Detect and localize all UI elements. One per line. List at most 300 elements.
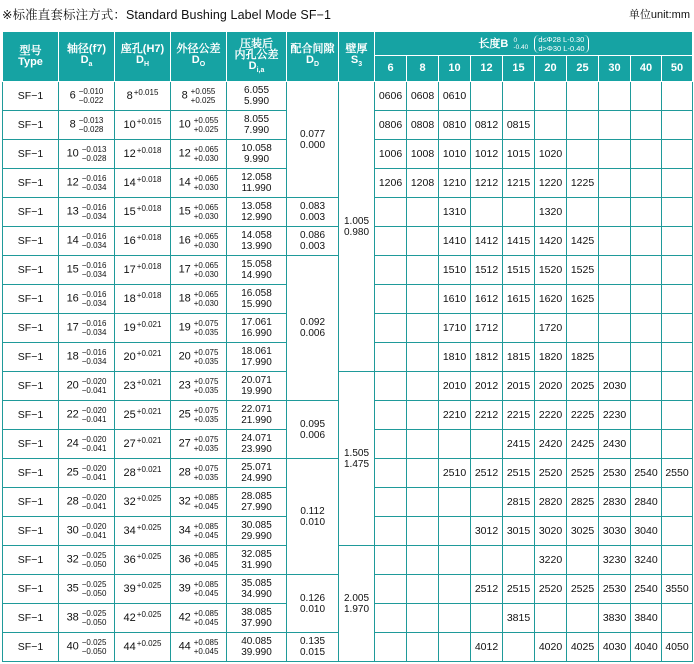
- length-code-cell: [407, 633, 439, 662]
- length-code-cell: 2225: [567, 401, 599, 430]
- clearance-cell: 0.092 0.006: [287, 256, 339, 401]
- length-code-cell: 2840: [631, 488, 662, 517]
- length-code-cell: [503, 198, 535, 227]
- length-code-cell: 2230: [599, 401, 631, 430]
- length-code-cell: [535, 111, 567, 140]
- length-code-cell: [375, 285, 407, 314]
- length-code-cell: 1225: [567, 169, 599, 198]
- length-code-cell: [439, 633, 471, 662]
- length-code-cell: 4012: [471, 633, 503, 662]
- type-cell: SF−1: [3, 430, 59, 459]
- type-cell: SF−1: [3, 343, 59, 372]
- length-code-cell: [631, 401, 662, 430]
- length-code-cell: [631, 314, 662, 343]
- length-code-cell: [375, 430, 407, 459]
- housing-cell: 12+0.018: [115, 140, 171, 169]
- length-code-cell: 2530: [599, 459, 631, 488]
- pressfit-cell: 13.058 12.990: [227, 198, 287, 227]
- length-code-cell: 1020: [535, 140, 567, 169]
- pressfit-cell: 24.071 23.990: [227, 430, 287, 459]
- length-code-cell: 2212: [471, 401, 503, 430]
- length-code-cell: [567, 82, 599, 111]
- length-code-cell: [599, 111, 631, 140]
- wall-cell: 1.005 0.980: [339, 82, 375, 372]
- length-code-cell: 1810: [439, 343, 471, 372]
- length-code-cell: [631, 256, 662, 285]
- length-code-cell: 1820: [535, 343, 567, 372]
- housing-cell: 17+0.018: [115, 256, 171, 285]
- length-code-cell: 2210: [439, 401, 471, 430]
- housing-cell: 44+0.025: [115, 633, 171, 662]
- length-code-cell: 2520: [535, 575, 567, 604]
- type-cell: SF−1: [3, 169, 59, 198]
- length-code-cell: 1008: [407, 140, 439, 169]
- length-code-cell: 1825: [567, 343, 599, 372]
- type-cell: SF−1: [3, 575, 59, 604]
- type-cell: SF−1: [3, 604, 59, 633]
- length-code-cell: [567, 198, 599, 227]
- length-code-cell: [407, 604, 439, 633]
- length-code-cell: [375, 314, 407, 343]
- length-code-cell: 2820: [535, 488, 567, 517]
- length-code-cell: 1006: [375, 140, 407, 169]
- length-code-cell: 0808: [407, 111, 439, 140]
- length-code-cell: [631, 111, 662, 140]
- length-code-cell: [567, 546, 599, 575]
- length-code-cell: [503, 82, 535, 111]
- length-code-cell: 0608: [407, 82, 439, 111]
- housing-cell: 15+0.018: [115, 198, 171, 227]
- length-code-cell: 1515: [503, 256, 535, 285]
- header-length-col: 6: [375, 56, 407, 82]
- length-code-cell: 3815: [503, 604, 535, 633]
- length-code-cell: 3012: [471, 517, 503, 546]
- housing-cell: 20+0.021: [115, 343, 171, 372]
- length-code-cell: 4030: [599, 633, 631, 662]
- length-code-cell: 3840: [631, 604, 662, 633]
- length-code-cell: 4020: [535, 633, 567, 662]
- length-code-cell: 2825: [567, 488, 599, 517]
- header-wall: 壁厚 $S_3$: [339, 32, 375, 82]
- shaft-cell: 18 −0.016 −0.034: [59, 343, 115, 372]
- length-code-cell: 0815: [503, 111, 535, 140]
- housing-cell: 28+0.021: [115, 459, 171, 488]
- length-code-cell: 2540: [631, 575, 662, 604]
- pressfit-cell: 25.071 24.990: [227, 459, 287, 488]
- length-code-cell: [407, 488, 439, 517]
- length-code-cell: [375, 459, 407, 488]
- length-code-cell: [375, 517, 407, 546]
- length-code-cell: 1610: [439, 285, 471, 314]
- length-code-cell: 1420: [535, 227, 567, 256]
- length-code-cell: 0610: [439, 82, 471, 111]
- housing-cell: 19+0.021: [115, 314, 171, 343]
- header-length-col: 15: [503, 56, 535, 82]
- length-code-cell: [599, 82, 631, 111]
- length-code-cell: 1415: [503, 227, 535, 256]
- clearance-cell: 0.077 0.000: [287, 82, 339, 198]
- od-cell: 39 +0.085 +0.045: [171, 575, 227, 604]
- length-code-cell: 3040: [631, 517, 662, 546]
- length-code-cell: [599, 140, 631, 169]
- length-code-cell: 1320: [535, 198, 567, 227]
- length-code-cell: [662, 546, 693, 575]
- housing-cell: 8+0.015: [115, 82, 171, 111]
- type-cell: SF−1: [3, 285, 59, 314]
- shaft-cell: 12 −0.016 −0.034: [59, 169, 115, 198]
- table-row: [3, 546, 693, 575]
- length-code-cell: [503, 633, 535, 662]
- pressfit-cell: 30.085 29.990: [227, 517, 287, 546]
- od-cell: 44 +0.085 +0.045: [171, 633, 227, 662]
- length-code-cell: [407, 285, 439, 314]
- shaft-cell: 8 −0.013 −0.028: [59, 111, 115, 140]
- length-code-cell: 2550: [662, 459, 693, 488]
- length-code-cell: [471, 82, 503, 111]
- length-code-cell: 1625: [567, 285, 599, 314]
- od-cell: 28 +0.075 +0.035: [171, 459, 227, 488]
- length-code-cell: 1410: [439, 227, 471, 256]
- od-cell: 14 +0.065 +0.030: [171, 169, 227, 198]
- length-code-cell: 2220: [535, 401, 567, 430]
- page-title: ※标准直套标注方式：Standard Bushing Label Mode SF−1: [2, 8, 332, 22]
- type-cell: SF−1: [3, 256, 59, 285]
- length-code-cell: 2215: [503, 401, 535, 430]
- clearance-cell: 0.135 0.015: [287, 633, 339, 662]
- length-code-cell: [375, 198, 407, 227]
- length-code-cell: 1212: [471, 169, 503, 198]
- type-cell: SF−1: [3, 82, 59, 111]
- type-cell: SF−1: [3, 227, 59, 256]
- length-code-cell: 4040: [631, 633, 662, 662]
- length-code-cell: 2515: [503, 459, 535, 488]
- length-code-cell: 1520: [535, 256, 567, 285]
- length-code-cell: 2030: [599, 372, 631, 401]
- type-cell: SF−1: [3, 140, 59, 169]
- od-cell: 32 +0.085 +0.045: [171, 488, 227, 517]
- housing-cell: 14+0.018: [115, 169, 171, 198]
- length-code-cell: [662, 111, 693, 140]
- length-code-cell: 2512: [471, 459, 503, 488]
- length-code-cell: 3230: [599, 546, 631, 575]
- length-code-cell: [407, 198, 439, 227]
- shaft-cell: 28 −0.020 −0.041: [59, 488, 115, 517]
- length-code-cell: [439, 546, 471, 575]
- pressfit-cell: 28.085 27.990: [227, 488, 287, 517]
- length-code-cell: 1710: [439, 314, 471, 343]
- length-code-cell: 1510: [439, 256, 471, 285]
- type-cell: SF−1: [3, 198, 59, 227]
- length-code-cell: [599, 285, 631, 314]
- length-code-cell: 2525: [567, 575, 599, 604]
- length-code-cell: 1720: [535, 314, 567, 343]
- length-code-cell: [407, 372, 439, 401]
- length-code-cell: 1425: [567, 227, 599, 256]
- pressfit-cell: 38.085 37.990: [227, 604, 287, 633]
- length-code-cell: [567, 140, 599, 169]
- length-code-cell: [407, 343, 439, 372]
- header-length-col: 25: [567, 56, 599, 82]
- pressfit-cell: 40.085 39.990: [227, 633, 287, 662]
- length-code-cell: [599, 169, 631, 198]
- type-cell: SF−1: [3, 488, 59, 517]
- length-code-cell: [375, 546, 407, 575]
- length-code-cell: 4025: [567, 633, 599, 662]
- length-code-cell: [631, 82, 662, 111]
- length-code-cell: 3220: [535, 546, 567, 575]
- shaft-cell: 17 −0.016 −0.034: [59, 314, 115, 343]
- length-code-cell: 3020: [535, 517, 567, 546]
- length-code-cell: [439, 604, 471, 633]
- length-code-cell: [662, 372, 693, 401]
- length-code-cell: 1206: [375, 169, 407, 198]
- od-cell: 23 +0.075 +0.035: [171, 372, 227, 401]
- clearance-cell: 0.126 0.010: [287, 575, 339, 633]
- pressfit-cell: 17.061 16.990: [227, 314, 287, 343]
- header-type: 型号 Type: [3, 32, 59, 82]
- length-code-cell: 4050: [662, 633, 693, 662]
- length-code-cell: [631, 198, 662, 227]
- length-code-cell: 2025: [567, 372, 599, 401]
- length-code-cell: 1525: [567, 256, 599, 285]
- housing-cell: 32+0.025: [115, 488, 171, 517]
- od-cell: 12 +0.065 +0.030: [171, 140, 227, 169]
- length-code-cell: 2425: [567, 430, 599, 459]
- table-row: [3, 372, 693, 401]
- type-cell: SF−1: [3, 314, 59, 343]
- pressfit-cell: 15.058 14.990: [227, 256, 287, 285]
- header-pressfit: 压装后 内孔公差 $D_{i,a}$: [227, 32, 287, 82]
- shaft-cell: 22 −0.020 −0.041: [59, 401, 115, 430]
- length-code-cell: [439, 575, 471, 604]
- length-code-cell: 1015: [503, 140, 535, 169]
- length-code-cell: [471, 430, 503, 459]
- length-code-cell: 1815: [503, 343, 535, 372]
- housing-cell: 25+0.021: [115, 401, 171, 430]
- length-code-cell: [407, 459, 439, 488]
- type-cell: SF−1: [3, 459, 59, 488]
- type-cell: SF−1: [3, 546, 59, 575]
- length-code-cell: 2540: [631, 459, 662, 488]
- length-code-cell: [662, 140, 693, 169]
- wall-cell: 1.505 1.475: [339, 372, 375, 546]
- length-code-cell: [662, 604, 693, 633]
- type-cell: SF−1: [3, 633, 59, 662]
- length-code-cell: [375, 401, 407, 430]
- header-housing: 座孔(H7) $D_H$: [115, 32, 171, 82]
- length-code-cell: 1620: [535, 285, 567, 314]
- housing-cell: 36+0.025: [115, 546, 171, 575]
- length-code-cell: [599, 198, 631, 227]
- length-code-cell: [631, 372, 662, 401]
- od-cell: 19 +0.075 +0.035: [171, 314, 227, 343]
- length-code-cell: [662, 169, 693, 198]
- od-cell: 16 +0.065 +0.030: [171, 227, 227, 256]
- type-cell: SF−1: [3, 517, 59, 546]
- od-cell: 20 +0.075 +0.035: [171, 343, 227, 372]
- length-code-cell: [375, 227, 407, 256]
- length-code-cell: [407, 430, 439, 459]
- shaft-cell: 30 −0.020 −0.041: [59, 517, 115, 546]
- length-code-cell: 2815: [503, 488, 535, 517]
- clearance-cell: 0.112 0.010: [287, 459, 339, 575]
- length-code-cell: [535, 604, 567, 633]
- od-cell: 27 +0.075 +0.035: [171, 430, 227, 459]
- length-code-cell: [599, 314, 631, 343]
- length-code-cell: [599, 256, 631, 285]
- length-code-cell: 1612: [471, 285, 503, 314]
- type-cell: SF−1: [3, 372, 59, 401]
- length-code-cell: 2012: [471, 372, 503, 401]
- od-cell: 36 +0.085 +0.045: [171, 546, 227, 575]
- shaft-cell: 16 −0.016 −0.034: [59, 285, 115, 314]
- housing-cell: 10+0.015: [115, 111, 171, 140]
- pressfit-cell: 8.055 7.990: [227, 111, 287, 140]
- length-code-cell: [599, 227, 631, 256]
- length-code-cell: [662, 488, 693, 517]
- shaft-cell: 20 −0.020 −0.041: [59, 372, 115, 401]
- length-code-cell: 2512: [471, 575, 503, 604]
- od-cell: 17 +0.065 +0.030: [171, 256, 227, 285]
- length-code-cell: [407, 256, 439, 285]
- header-length-col: 20: [535, 56, 567, 82]
- shaft-cell: 24 −0.020 −0.041: [59, 430, 115, 459]
- length-code-cell: [439, 488, 471, 517]
- housing-cell: 16+0.018: [115, 227, 171, 256]
- length-code-cell: [503, 314, 535, 343]
- length-code-cell: 3030: [599, 517, 631, 546]
- length-code-cell: [631, 430, 662, 459]
- pressfit-cell: 14.058 13.990: [227, 227, 287, 256]
- length-code-cell: [662, 517, 693, 546]
- header-clearance: 配合间隙 $D_D$: [287, 32, 339, 82]
- length-code-cell: [375, 575, 407, 604]
- length-code-cell: [662, 198, 693, 227]
- length-code-cell: [631, 227, 662, 256]
- length-code-cell: 2530: [599, 575, 631, 604]
- length-code-cell: [407, 546, 439, 575]
- header-od: 外径公差 $D_O$: [171, 32, 227, 82]
- length-code-cell: 0810: [439, 111, 471, 140]
- length-code-cell: 0606: [375, 82, 407, 111]
- type-cell: SF−1: [3, 111, 59, 140]
- length-code-cell: [407, 517, 439, 546]
- header-length-col: 10: [439, 56, 471, 82]
- length-code-cell: 0806: [375, 111, 407, 140]
- length-code-cell: 1512: [471, 256, 503, 285]
- length-code-cell: [631, 343, 662, 372]
- table-row: [3, 82, 693, 111]
- length-code-cell: [631, 169, 662, 198]
- length-code-cell: 2510: [439, 459, 471, 488]
- length-code-cell: 2525: [567, 459, 599, 488]
- length-code-cell: 3025: [567, 517, 599, 546]
- clearance-cell: 0.086 0.003: [287, 227, 339, 256]
- length-code-cell: 2010: [439, 372, 471, 401]
- pressfit-cell: 35.085 34.990: [227, 575, 287, 604]
- shaft-cell: 6 −0.010 −0.022: [59, 82, 115, 111]
- length-code-cell: 1012: [471, 140, 503, 169]
- length-code-cell: [407, 227, 439, 256]
- length-code-cell: 2420: [535, 430, 567, 459]
- pressfit-cell: 10.058 9.990: [227, 140, 287, 169]
- length-code-cell: [375, 372, 407, 401]
- length-code-cell: [439, 430, 471, 459]
- length-code-cell: 1215: [503, 169, 535, 198]
- header-length-col: 8: [407, 56, 439, 82]
- length-code-cell: [535, 82, 567, 111]
- length-code-cell: 2015: [503, 372, 535, 401]
- length-code-cell: 3830: [599, 604, 631, 633]
- length-code-cell: [662, 256, 693, 285]
- clearance-cell: 0.095 0.006: [287, 401, 339, 459]
- shaft-cell: 15 −0.016 −0.034: [59, 256, 115, 285]
- length-code-cell: [631, 140, 662, 169]
- length-code-cell: 3550: [662, 575, 693, 604]
- pressfit-cell: 20.071 19.990: [227, 372, 287, 401]
- length-code-cell: [567, 111, 599, 140]
- length-code-cell: 3240: [631, 546, 662, 575]
- length-code-cell: [662, 227, 693, 256]
- housing-cell: 39+0.025: [115, 575, 171, 604]
- shaft-cell: 32 −0.025 −0.050: [59, 546, 115, 575]
- length-code-cell: [503, 546, 535, 575]
- length-code-cell: 1412: [471, 227, 503, 256]
- od-cell: 18 +0.065 +0.030: [171, 285, 227, 314]
- header-length-col: 40: [631, 56, 662, 82]
- shaft-cell: 14 −0.016 −0.034: [59, 227, 115, 256]
- length-tolerance-note: d≤Φ28 L-0.30 d>Φ30 L-0.40: [534, 35, 588, 53]
- length-code-cell: 2515: [503, 575, 535, 604]
- bushing-spec-table: [2, 31, 693, 662]
- shaft-cell: 40 −0.025 −0.050: [59, 633, 115, 662]
- shaft-cell: 13 −0.016 −0.034: [59, 198, 115, 227]
- od-cell: 15 +0.065 +0.030: [171, 198, 227, 227]
- housing-cell: 27+0.021: [115, 430, 171, 459]
- pressfit-cell: 16.058 15.990: [227, 285, 287, 314]
- pressfit-cell: 18.061 17.990: [227, 343, 287, 372]
- length-code-cell: [567, 604, 599, 633]
- length-code-cell: [375, 256, 407, 285]
- length-code-cell: 1210: [439, 169, 471, 198]
- header-length-col: 50: [662, 56, 693, 82]
- od-cell: 25 +0.075 +0.035: [171, 401, 227, 430]
- pressfit-cell: 22.071 21.990: [227, 401, 287, 430]
- od-cell: 42 +0.085 +0.045: [171, 604, 227, 633]
- shaft-cell: 10 −0.013 −0.028: [59, 140, 115, 169]
- length-code-cell: 2430: [599, 430, 631, 459]
- length-code-cell: 1010: [439, 140, 471, 169]
- length-code-cell: 2415: [503, 430, 535, 459]
- length-code-cell: [375, 488, 407, 517]
- unit-label: 单位unit:mm: [628, 9, 690, 21]
- shaft-cell: 25 −0.020 −0.041: [59, 459, 115, 488]
- od-cell: 8 +0.055 +0.025: [171, 82, 227, 111]
- length-code-cell: 1615: [503, 285, 535, 314]
- header-shaft: 轴径(f7) $D_a$: [59, 32, 115, 82]
- shaft-cell: 38 −0.025 −0.050: [59, 604, 115, 633]
- type-cell: SF−1: [3, 401, 59, 430]
- length-code-cell: [375, 633, 407, 662]
- length-code-cell: [471, 198, 503, 227]
- length-code-cell: [375, 604, 407, 633]
- length-code-cell: [631, 285, 662, 314]
- length-code-cell: [471, 604, 503, 633]
- od-cell: 34 +0.085 +0.045: [171, 517, 227, 546]
- clearance-cell: 0.083 0.003: [287, 198, 339, 227]
- shaft-cell: 35 −0.025 −0.050: [59, 575, 115, 604]
- length-code-cell: [471, 488, 503, 517]
